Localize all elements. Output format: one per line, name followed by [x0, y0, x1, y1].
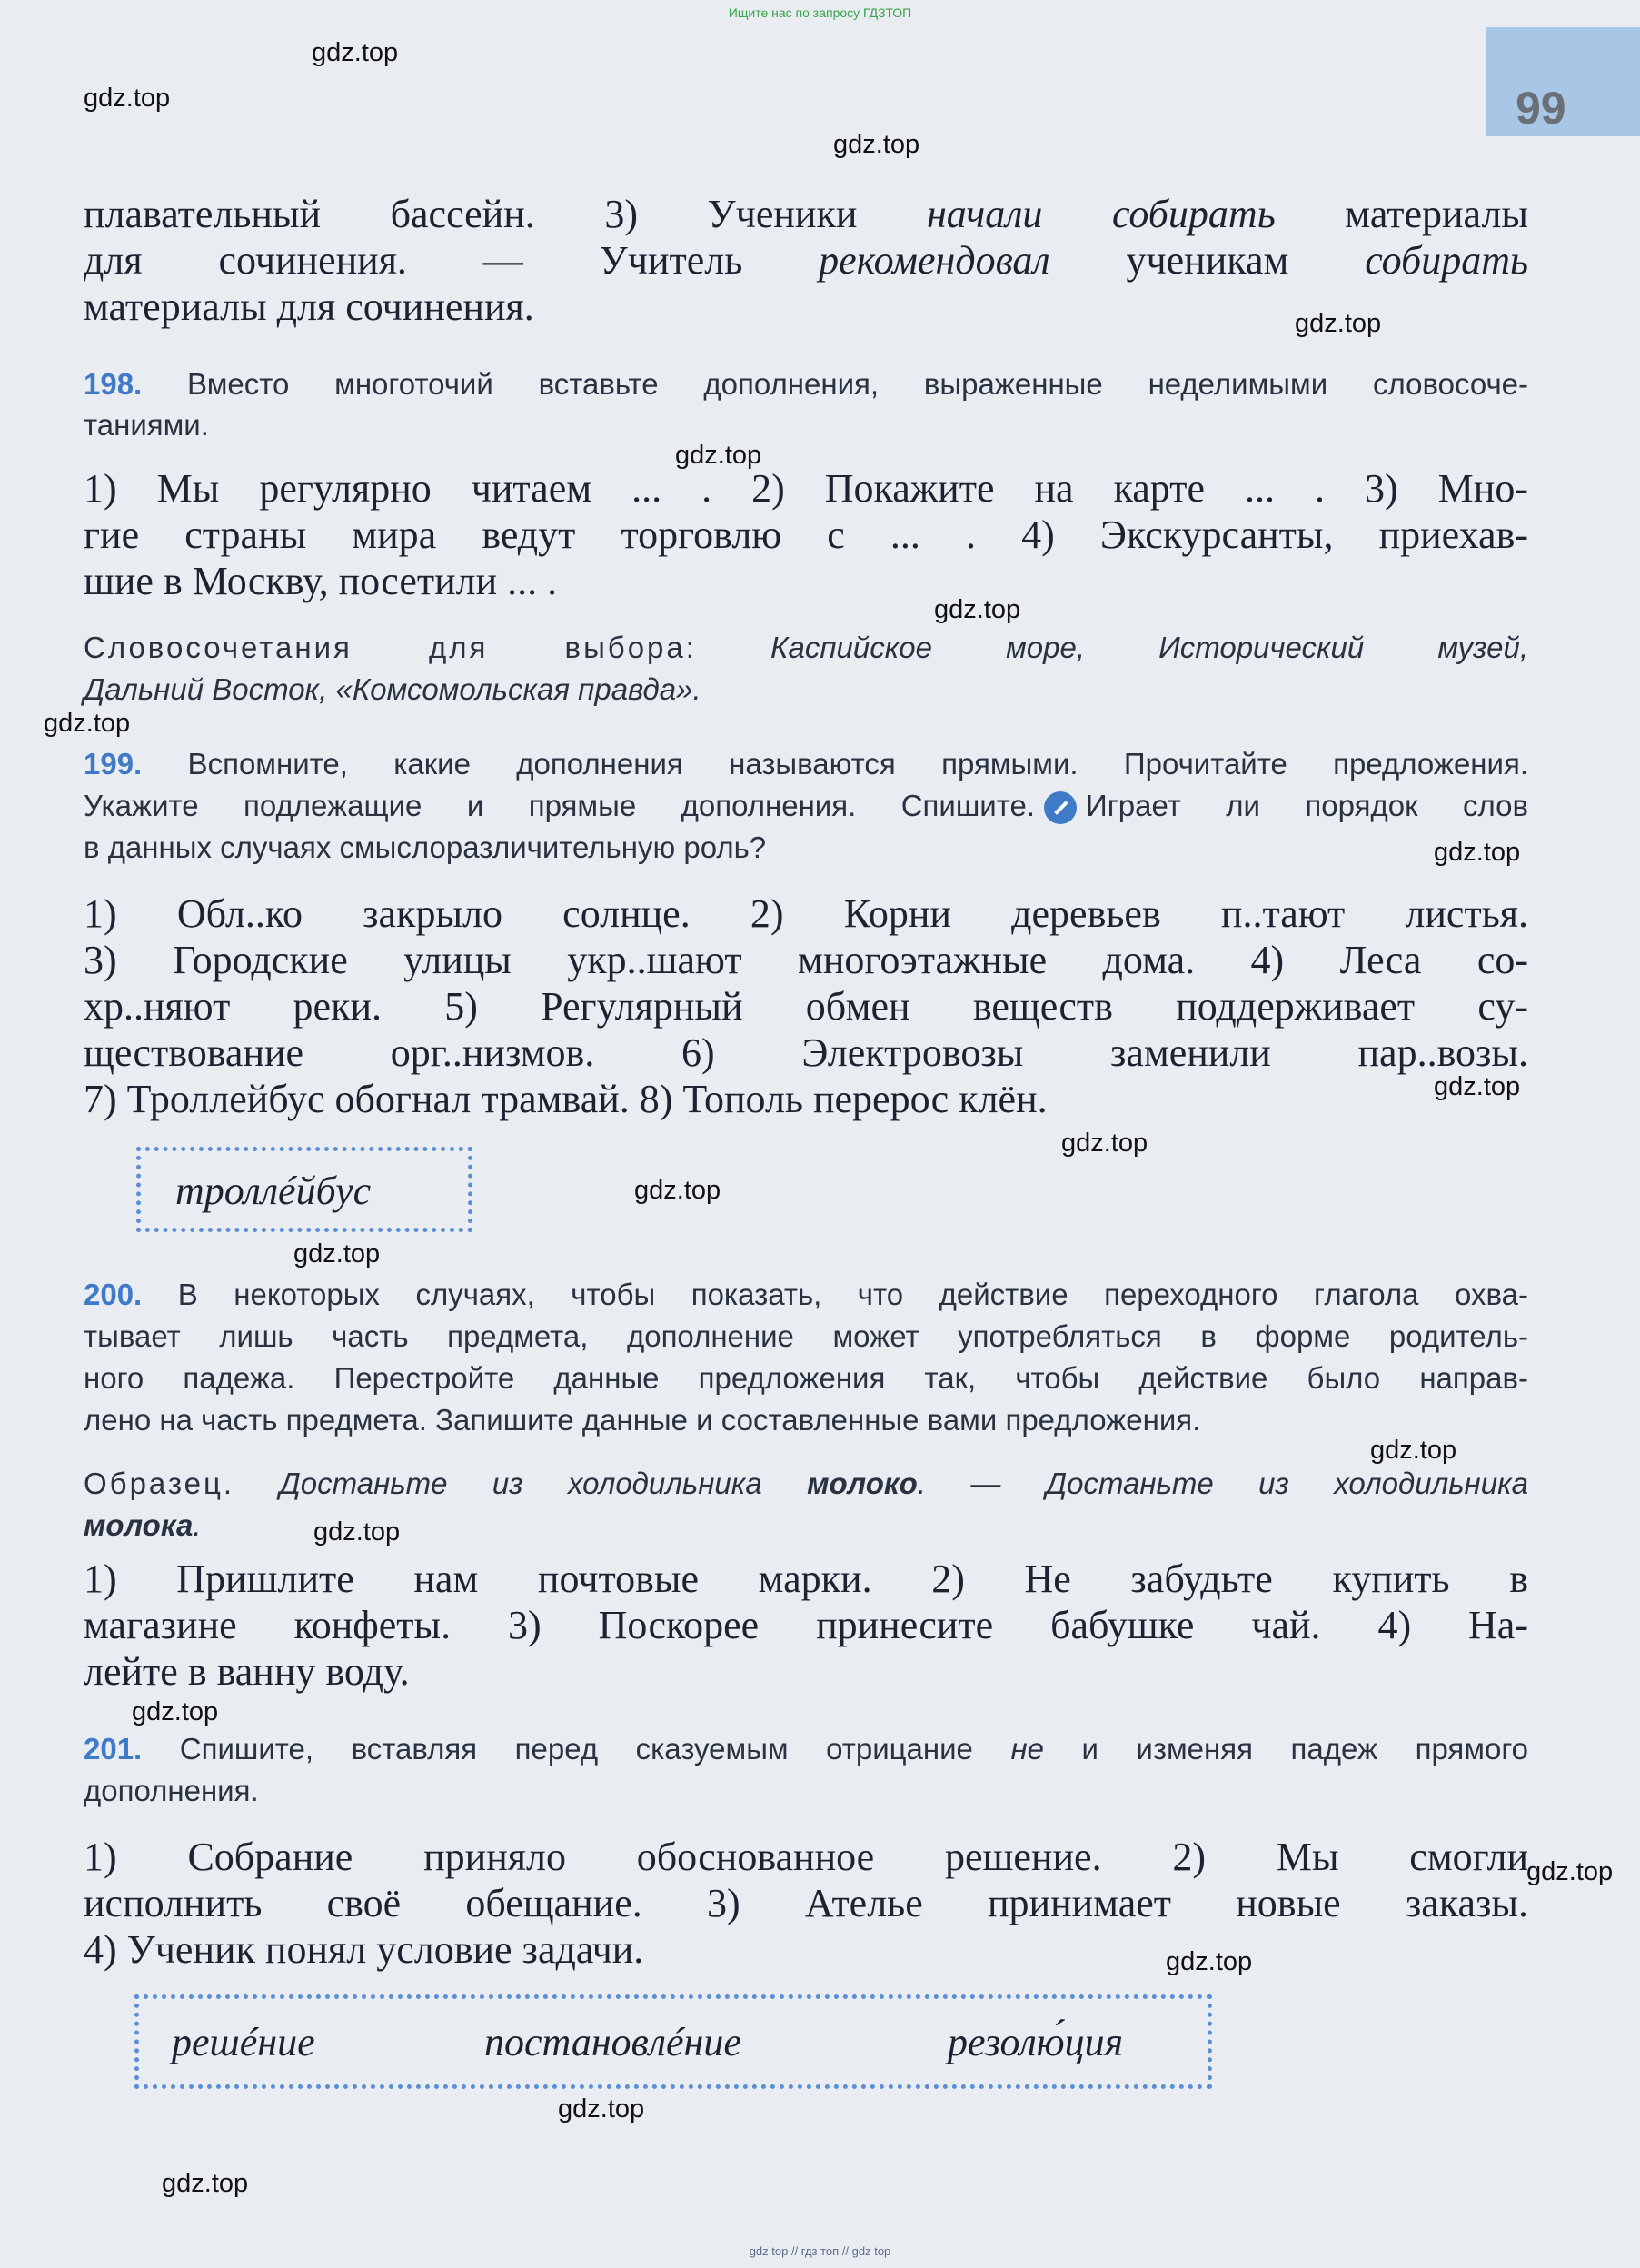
- exercise-200-sentence: магазине конфеты. 3) Поскорее принесите бабушке чай. 4) На-: [84, 1603, 1528, 1647]
- exercise-199-sentence: хр..няют реки. 5) Регулярный обмен веществ поддерживает су-: [84, 984, 1528, 1029]
- watermark: gdz.top: [44, 709, 131, 738]
- exercise-199-sentence: ществование орг..низмов. 6) Электровозы заменили пар..возы.: [84, 1030, 1528, 1075]
- exercise-199-sentence: 3) Городские улицы укр..шают многоэтажные дома. 4) Леса со-: [84, 938, 1528, 982]
- exercise-200-sample: молока.: [84, 1508, 202, 1542]
- watermark: gdz.top: [1434, 838, 1521, 867]
- exercise-number: 198.: [84, 367, 143, 401]
- exercise-201-task: 201. Спишите, вставляя перед сказуемым отрицание не и изменяя падеж прямого: [84, 1732, 1529, 1766]
- exercise-198-choices: Словосочетания для выбора: Каспийское море, Исторический музей,: [84, 631, 1528, 664]
- exercise-201-sentence: 1) Собрание приняло обоснованное решение. 2) Мы смогли: [84, 1835, 1528, 1879]
- page-number: 99: [1516, 83, 1566, 134]
- intro-line: материалы для сочинения.: [84, 284, 534, 329]
- exercise-200-task: тывает лишь часть предмета, дополнение может употребляться в форме родитель-: [84, 1319, 1528, 1353]
- vocabulary-box: [134, 1994, 1212, 2089]
- watermark: gdz.top: [1370, 1436, 1457, 1465]
- exercise-200-sample: Образец. Достаньте из холодильника молоко. — Достаньте из холодильника: [84, 1467, 1528, 1500]
- watermark: gdz.top: [634, 1176, 721, 1205]
- exercise-198-sentence: шие в Москву, посетили ... .: [84, 559, 558, 603]
- footer-banner: gdz top // гдз топ // gdz top: [749, 2244, 891, 2258]
- vocabulary-word: троллéйбус: [175, 1169, 372, 1213]
- watermark: gdz.top: [675, 441, 762, 470]
- exercise-199-sentence: 7) Троллейбус обогнал трамвай. 8) Тополь перерос клён.: [84, 1077, 1048, 1121]
- vocabulary-box: [136, 1147, 472, 1232]
- watermark: gdz.top: [1434, 1072, 1521, 1101]
- watermark: gdz.top: [934, 595, 1021, 624]
- intro-line: для сочинения. — Учитель рекомендовал ученикам собирать: [84, 238, 1528, 283]
- watermark: gdz.top: [132, 1697, 219, 1726]
- exercise-198-task: таниями.: [84, 408, 209, 442]
- exercise-number: 200.: [84, 1278, 143, 1311]
- exercise-200-task: ного падежа. Перестройте данные предложения так, чтобы действие было направ-: [84, 1361, 1528, 1395]
- vocabulary-word: постановлéние: [484, 2020, 741, 2064]
- exercise-201-sentence: исполнить своё обещание. 3) Ателье принимает новые заказы.: [84, 1881, 1528, 1925]
- watermark: gdz.top: [162, 2169, 249, 2198]
- exercise-198-choices: Дальний Восток, «Комсомольская правда».: [84, 672, 701, 706]
- watermark: gdz.top: [312, 38, 399, 67]
- exercise-200-sentence: 1) Пришлите нам почтовые марки. 2) Не забудьте купить в: [84, 1557, 1528, 1601]
- watermark: gdz.top: [313, 1517, 401, 1547]
- exercise-199-task: Укажите подлежащие и прямые дополнения. Спишите. Играет ли порядок слов: [84, 785, 1528, 827]
- exercise-201-task: дополнения.: [84, 1774, 259, 1807]
- watermark: gdz.top: [1295, 309, 1382, 338]
- watermark: gdz.top: [293, 1239, 381, 1268]
- watermark: gdz.top: [558, 2094, 645, 2124]
- top-search-banner: Ищите нас по запросу ГДЗТОП: [728, 5, 912, 20]
- pencil-icon: [1044, 791, 1077, 824]
- exercise-200-task: лено на часть предмета. Запишите данные и составленные вами предложения.: [84, 1403, 1201, 1437]
- watermark: gdz.top: [833, 130, 920, 159]
- exercise-number: 199.: [84, 747, 143, 781]
- intro-line: плавательный бассейн. 3) Ученики начали собирать материалы: [84, 192, 1528, 236]
- watermark: gdz.top: [1526, 1857, 1614, 1886]
- vocabulary-word: решéние: [172, 2020, 315, 2064]
- watermark: gdz.top: [84, 84, 171, 113]
- exercise-201-sentence: 4) Ученик понял условие задачи.: [84, 1927, 644, 1972]
- exercise-number: 201.: [84, 1732, 143, 1766]
- exercise-199-task: в данных случаях смыслоразличительную роль?: [84, 831, 767, 864]
- exercise-200-sentence: лейте в ванну воду.: [84, 1649, 410, 1694]
- exercise-198-task: 198. Вместо многоточий вставьте дополнения, выраженные неделимыми словосоче-: [84, 367, 1528, 401]
- exercise-199-sentence: 1) Обл..ко закрыло солнце. 2) Корни деревьев п..тают листья.: [84, 891, 1528, 936]
- watermark: gdz.top: [1166, 1947, 1253, 1976]
- exercise-199-task: 199. Вспомните, какие дополнения называются прямыми. Прочитайте предложения.: [84, 747, 1528, 781]
- watermark: gdz.top: [1061, 1129, 1148, 1158]
- exercise-198-sentence: гие страны мира ведут торговлю с ... . 4) Экскурсанты, приехав-: [84, 512, 1528, 557]
- exercise-200-task: 200. В некоторых случаях, чтобы показать, что действие переходного глагола охва-: [84, 1278, 1528, 1311]
- exercise-198-sentence: 1) Мы регулярно читаем ... . 2) Покажите на карте ... . 3) Мно-: [84, 466, 1528, 511]
- vocabulary-word: резолю́ция: [948, 2020, 1124, 2064]
